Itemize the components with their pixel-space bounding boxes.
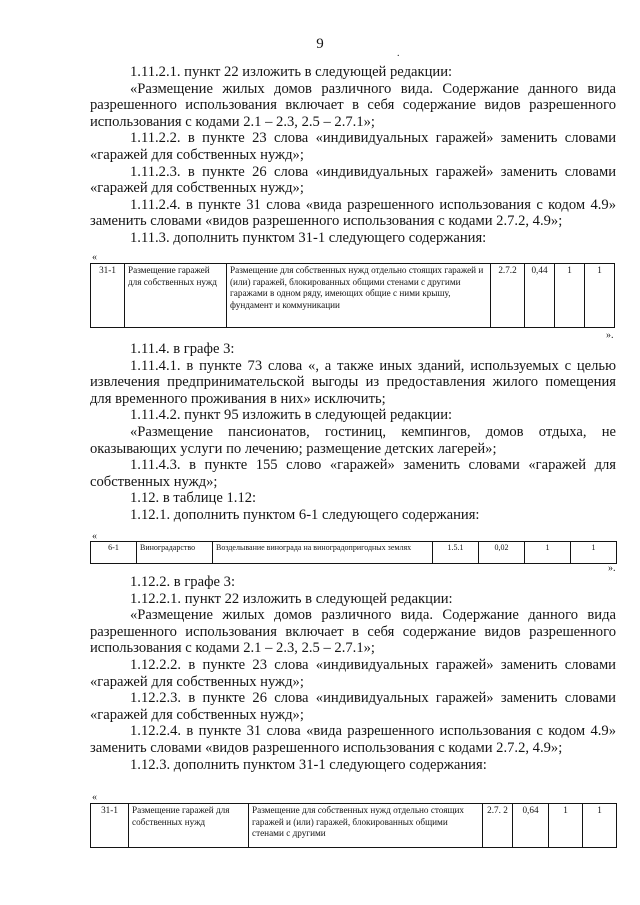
table-cell-col7: 1 (583, 804, 617, 848)
table-cell-value: 0,64 (513, 804, 549, 848)
table-open-quote: « (92, 792, 97, 803)
table-cell-col7: 1 (571, 542, 617, 564)
table-cell-value: 0,44 (525, 264, 555, 328)
table-cell-name: Виноградарство (137, 542, 213, 564)
paragraph: 1.12.2.1. пункт 22 изложить в следующей редакции: (130, 590, 453, 607)
paragraph: «Размещение жилых домов различного вида. Содержание данного вида разрешенного использования включает в себя содержание видов разрешенного использования с кодами 2.1 – 2.3, 2.5 – 2.7.1»; (90, 80, 616, 130)
table-open-quote: « (92, 531, 97, 542)
table-cell-col6: 1 (549, 804, 583, 848)
table-close-quote: ». (608, 563, 616, 574)
table-cell-number: 31-1 (91, 264, 125, 328)
table-row (91, 264, 615, 328)
table-open-quote: « (92, 252, 97, 263)
table-cell-code: 2.7.2 (491, 264, 525, 328)
paragraph: 1.11.4. в графе 3: (130, 341, 235, 357)
table-cell-col7: 1 (585, 264, 615, 328)
table-cell-number: 6-1 (91, 542, 137, 564)
paragraph: «Размещение жилых домов различного вида. Содержание данного вида разрешенного использования включает в себя содержание видов разрешенного использования с кодами 2.1 – 2.3, 2.5 – 2.7.1»; (90, 607, 616, 657)
paragraph: 1.11.3. дополнить пунктом 31-1 следующего содержания: (130, 229, 487, 246)
paragraph: 1.12.3. дополнить пунктом 31-1 следующего содержания: (130, 756, 487, 773)
table-cell-code: 1.5.1 (433, 542, 479, 564)
table-row (91, 542, 617, 564)
table-cell-number: 31-1 (91, 804, 129, 848)
page-number: 9 (316, 36, 324, 52)
table-fragment-6-1 (90, 541, 617, 564)
scan-speck: . (397, 48, 400, 59)
table-cell-description: Возделывание винограда на виноградопригодных землях (213, 542, 433, 564)
table-fragment-31-1-b (90, 803, 617, 848)
paragraph: 1.12.2.4. в пункте 31 слова «вида разрешенного использования с кодом 4.9» заменить словами «видов разрешенного использования с кодами 2.7.2, 4.9»; (90, 723, 616, 756)
paragraph: 1.11.2.4. в пункте 31 слова «вида разрешенного использования с кодом 4.9» заменить словами «видов разрешенного использования с кодами 2.7.2, 4.9»; (90, 196, 616, 230)
table-cell-name: Размещение гаражей для собственных нужд (129, 804, 249, 848)
table-cell-description: Размещение для собственных нужд отдельно стоящих гаражей и (или) гаражей, блокированных общими стенами с другими гаражами в одном ряду, имеющих общие с ними крышу, фундамент и коммуникации (227, 264, 491, 328)
table-cell-col6: 1 (525, 542, 571, 564)
paragraph: 1.12.1. дополнить пунктом 6-1 следующего содержания: (130, 506, 480, 523)
table-row (91, 804, 617, 848)
paragraph: 1.11.4.3. в пункте 155 слово «гаражей» заменить словами «гаражей для собственных нужд»; (90, 457, 616, 490)
table-cell-name: Размещение гаражей для собственных нужд (125, 264, 227, 328)
text-block-3 (90, 574, 616, 773)
table-fragment-31-1 (90, 263, 615, 328)
text-block-2 (90, 341, 616, 524)
text-block-1 (90, 64, 616, 247)
paragraph: 1.11.2.2. в пункте 23 слова «индивидуальных гаражей» заменить словами «гаражей для собственных нужд»; (90, 130, 616, 163)
table-close-quote: ». (606, 330, 614, 341)
paragraph: 1.11.2.3. в пункте 26 слова «индивидуальных гаражей» заменить словами «гаражей для собственных нужд»; (90, 163, 616, 197)
table-cell-description: Размещение для собственных нужд отдельно стоящих гаражей и (или) гаражей, блокированных общими стенами с другими (249, 804, 483, 848)
paragraph: 1.12.2.3. в пункте 26 слова «индивидуальных гаражей» заменить словами «гаражей для собственных нужд»; (90, 690, 616, 723)
paragraph: 1.12.2.2. в пункте 23 слова «индивидуальных гаражей» заменить словами «гаражей для собственных нужд»; (90, 656, 616, 690)
paragraph: «Размещение пансионатов, гостиниц, кемпингов, домов отдыха, не оказывающих услуги по лечению; размещение детских лагерей»; (90, 423, 616, 457)
paragraph: 1.12. в таблице 1.12: (130, 490, 257, 507)
table-cell-col6: 1 (555, 264, 585, 328)
paragraph: 1.11.2.1. пункт 22 изложить в следующей редакции: (130, 64, 453, 80)
table-cell-code: 2.7. 2 (483, 804, 513, 848)
table-cell-value: 0,02 (479, 542, 525, 564)
paragraph: 1.12.2. в графе 3: (130, 574, 236, 590)
paragraph: 1.11.4.1. в пункте 73 слова «, а также иных зданий, используемых с целью извлечения предпринимательской выгоды из предоставления жилого помещения для временного проживания в них» исключить; (90, 357, 616, 407)
paragraph: 1.11.4.2. пункт 95 изложить в следующей редакции: (130, 407, 453, 424)
